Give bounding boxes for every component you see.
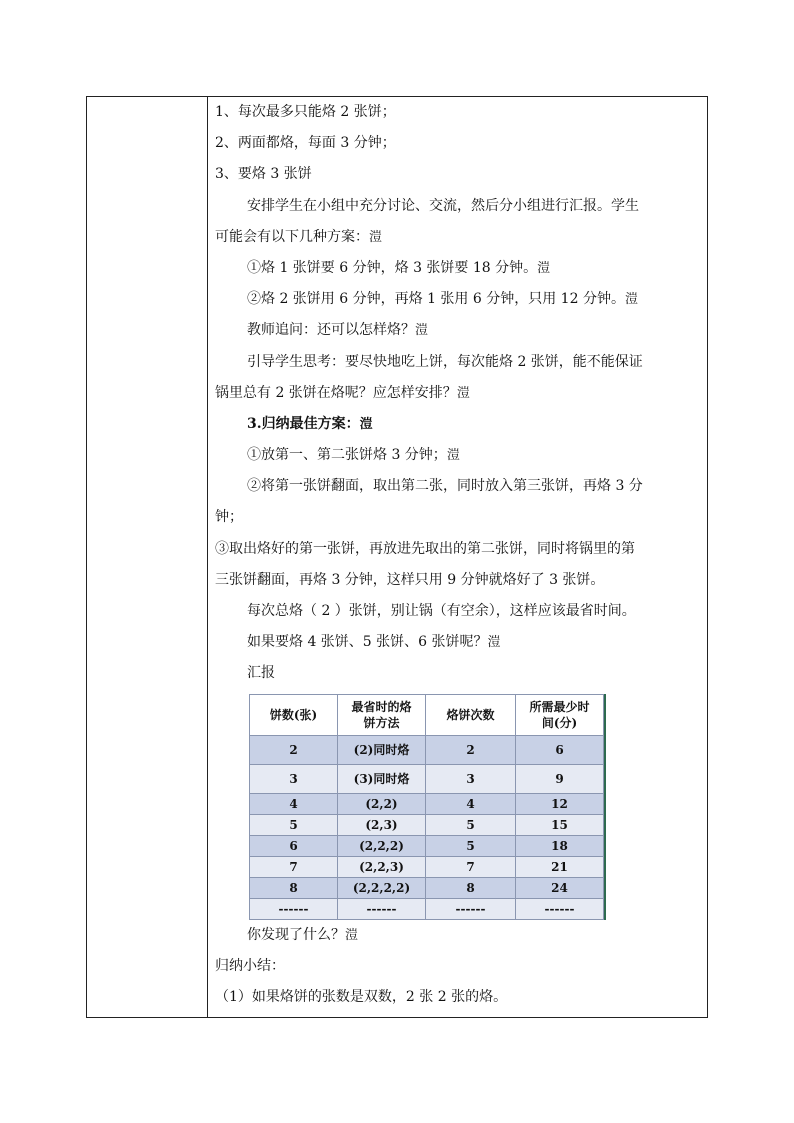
table-row [250,835,604,856]
table-cell: 8 [426,877,516,898]
table-cell: ------ [338,898,426,919]
text-line-content: 每次总烙（ 2 ）张饼，别让锅（有空余），这样应该最省时间。 [247,603,636,619]
table-header-cell: 烙饼次数 [426,694,516,735]
line-mark: 溰 [624,292,638,308]
line-mark: 溰 [456,385,470,401]
text-line-content: 锅里总有 2 张饼在烙呢？应怎样安排？ [215,384,457,401]
line-mark: 溰 [487,635,501,651]
table-cell: (2,2,2,2) [338,877,426,898]
table-cell: 2 [250,735,338,764]
table-header-cell: 最省时的烙 饼方法 [338,694,426,735]
table-cell: (2,2,2) [338,835,426,856]
table-cell: (2,2,3) [338,856,426,877]
table-cell: (2,2) [338,793,426,814]
text-line-content: 安排学生在小组中充分讨论、交流，然后分小组进行汇报。学生 [247,197,639,214]
line-mark: 溰 [537,260,551,276]
text-line-content: ③取出烙好的第一张饼，再放进先取出的第二张饼，同时将锅里的第 [215,540,635,557]
text-line [215,658,705,689]
table-cell: 6 [250,835,338,856]
text-line [215,222,705,253]
table-cell: 5 [250,814,338,835]
left-column-cell [87,97,208,1017]
table-row [250,814,604,835]
table-cell: 15 [516,814,604,835]
table-cell: ------ [250,898,338,919]
text-line-content: 可能会有以下几种方案： [215,228,369,245]
table-cell: (3)同时烙 [338,764,426,793]
table-row [250,898,604,919]
table-cell: 21 [516,856,604,877]
text-line-content: ①烙 1 张饼要 6 分钟，烙 3 张饼要 18 分钟。 [247,259,538,276]
line-mark: 溰 [345,927,359,943]
content-lines [215,97,705,690]
text-line [215,159,705,190]
text-line [215,347,705,378]
text-line [215,565,705,596]
text-line-content: 3.归纳最佳方案： [247,415,360,432]
text-line-content: 1、每次最多只能烙 2 张饼； [215,104,396,120]
line-mark: 溰 [415,323,429,339]
text-line [215,982,705,1013]
table-cell: 4 [426,793,516,814]
text-line-content: 你发现了什么？ [247,926,345,943]
text-line-content: （1）如果烙饼的张数是双数，2 张 2 张的烙。 [215,988,508,1005]
table-cell: 18 [516,835,604,856]
table-cell: 3 [426,764,516,793]
table-cell: 5 [426,835,516,856]
text-line-content: 归纳小结： [215,957,285,974]
table-cell: 5 [426,814,516,835]
table-cell: (2,3) [338,814,426,835]
text-line-content: 如果要烙 4 张饼、5 张饼、6 张饼呢？ [247,634,488,651]
lesson-table [86,96,708,1018]
text-line [215,378,705,409]
text-line [215,97,705,128]
text-line [215,253,705,284]
text-line [215,471,705,502]
table-cell: 24 [516,877,604,898]
line-mark: 溰 [446,448,460,464]
text-line [215,284,705,315]
text-line [215,951,705,982]
text-line [215,502,705,533]
table-header-cell: 所需最少时 间(分) [516,694,604,735]
text-line-content: 3、要烙 3 张饼 [215,166,312,183]
table-row [250,877,604,898]
table-cell: 4 [250,793,338,814]
text-line [215,409,705,440]
results-table-wrap [249,694,604,920]
text-line-content: ②烙 2 张饼用 6 分钟，再烙 1 张用 6 分钟，只用 12 分钟。 [247,291,625,308]
text-line [215,534,705,565]
table-row [250,764,604,793]
text-line [215,440,705,471]
table-cell: 7 [250,856,338,877]
table-row [250,735,604,764]
text-line-content: ①放第一、第二张饼烙 3 分钟； [247,447,447,464]
table-cell: 8 [250,877,338,898]
text-line [215,596,705,627]
table-cell: 3 [250,764,338,793]
table-cell: 9 [516,764,604,793]
table-cell: 2 [426,735,516,764]
text-line-content: 三张饼翻面，再烙 3 分钟，这样只用 9 分钟就烙好了 3 张饼。 [215,571,605,588]
text-line [215,920,705,951]
content-cell [215,97,705,1013]
line-mark: 溰 [359,416,373,432]
table-cell: 7 [426,856,516,877]
table-row [250,856,604,877]
table-header-row [250,694,604,735]
table-cell: ------ [516,898,604,919]
text-line-content: ②将第一张饼翻面，取出第二张，同时放入第三张饼，再烙 3 分 [247,478,643,495]
text-line [215,191,705,222]
table-right-rule [604,694,606,920]
text-line-content: 引导学生思考：要尽快地吃上饼，每次能烙 2 张饼，能不能保证 [247,353,643,370]
table-header-cell: 饼数(张) [250,694,338,735]
text-line [215,627,705,658]
text-line [215,128,705,159]
table-body [250,735,604,919]
table-cell: 12 [516,793,604,814]
text-line-content: 2、两面都烙，每面 3 分钟； [215,135,396,152]
line-mark: 溰 [369,229,383,245]
results-table [249,694,604,920]
text-line [215,315,705,346]
table-cell: ------ [426,898,516,919]
text-line-content: 钟； [215,509,243,526]
table-row [250,793,604,814]
table-cell: (2)同时烙 [338,735,426,764]
text-line-content: 汇报 [247,665,275,682]
content-lines-after [215,920,705,1014]
text-line-content: 教师追问：还可以怎样烙？ [247,322,415,339]
table-cell: 6 [516,735,604,764]
